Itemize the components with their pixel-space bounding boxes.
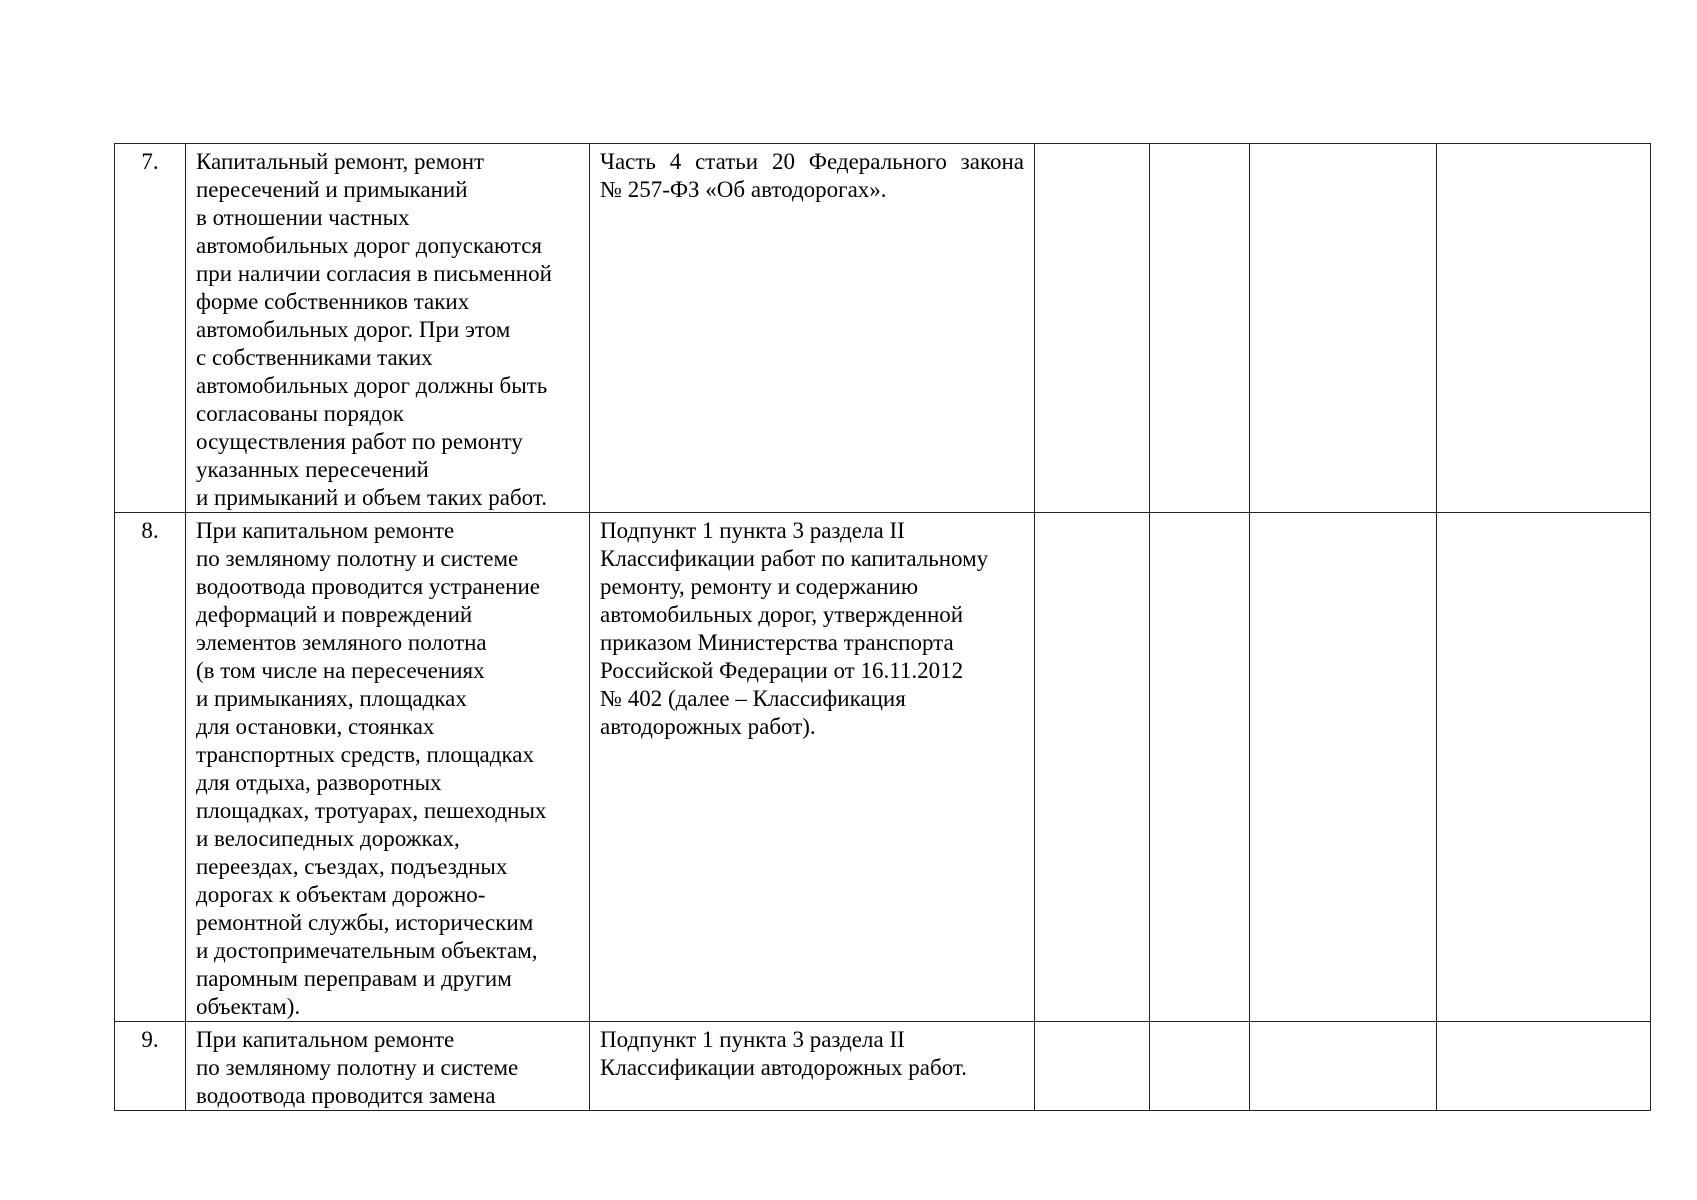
requirement-line: с собственниками таких <box>196 345 433 370</box>
empty-cell <box>1150 513 1250 1022</box>
requirement-line: по земляному полотну и системе <box>196 546 519 571</box>
requirement-line: водоотвода проводится устранение <box>196 574 541 599</box>
row-number-cell <box>115 1022 186 1111</box>
requirement-line: и достопримечательным объектам, <box>196 938 538 963</box>
requirement-line: и велосипедных дорожках, <box>196 826 460 851</box>
reference-line: № 402 (далее – Классификация <box>600 686 906 711</box>
row-number-cell <box>115 144 186 513</box>
reference-line: приказом Министерства транспорта <box>600 630 954 655</box>
requirement-line: Капитальный ремонт, ремонт <box>196 149 485 174</box>
requirement-line: (в том числе на пересечениях <box>196 658 485 683</box>
requirement-cell <box>186 513 590 1022</box>
requirement-line: При капитальном ремонте <box>196 1027 455 1052</box>
requirement-line: пересечений и примыканий <box>196 177 468 202</box>
empty-cell <box>1437 144 1651 513</box>
empty-cell <box>1035 513 1150 1022</box>
table-row <box>115 144 1651 513</box>
requirement-line: в отношении частных <box>196 205 410 230</box>
table-row <box>115 513 1651 1022</box>
requirement-line: переездах, съездах, подъездных <box>196 854 508 879</box>
requirement-line: водоотвода проводится замена <box>196 1083 496 1108</box>
empty-cell <box>1437 1022 1651 1111</box>
reference-line: Подпункт 1 пункта 3 раздела II <box>600 1027 905 1052</box>
requirement-line: дорогах к объектам дорожно- <box>196 882 486 907</box>
row-number: 8. <box>141 518 159 543</box>
empty-cell <box>1250 513 1437 1022</box>
empty-cell <box>1437 513 1651 1022</box>
row-number: 7. <box>141 149 159 174</box>
empty-cell <box>1035 144 1150 513</box>
reference-line: Классификации работ по капитальному <box>600 546 989 571</box>
requirement-line: элементов земляного полотна <box>196 630 487 655</box>
requirement-line: транспортных средств, площадках <box>196 742 535 767</box>
requirement-line: для остановки, стоянках <box>196 714 435 739</box>
requirement-line: автомобильных дорог допускаются <box>196 233 542 258</box>
requirement-line: указанных пересечений <box>196 457 429 482</box>
empty-cell <box>1150 1022 1250 1111</box>
reference-line: автодорожных работ). <box>600 714 816 739</box>
reference-cell <box>590 1022 1035 1111</box>
reference-line: ремонту, ремонту и содержанию <box>600 574 919 599</box>
requirement-line: и примыканиях, площадках <box>196 686 467 711</box>
requirement-line: паромным переправам и другим <box>196 966 512 991</box>
reference-line: автомобильных дорог, утвержденной <box>600 602 964 627</box>
requirement-cell <box>186 1022 590 1111</box>
reference-line: № 257-ФЗ «Об автодорогах». <box>600 177 887 202</box>
requirement-line: осуществления работ по ремонту <box>196 429 523 454</box>
requirement-line: для отдыха, разворотных <box>196 770 442 795</box>
empty-cell <box>1035 1022 1150 1111</box>
empty-cell <box>1250 1022 1437 1111</box>
requirement-line: ремонтной службы, историческим <box>196 910 534 935</box>
reference-line: Российской Федерации от 16.11.2012 <box>600 658 964 683</box>
requirement-line: согласованы порядок <box>196 401 404 426</box>
reference-cell <box>590 144 1035 513</box>
requirement-line: При капитальном ремонте <box>196 518 455 543</box>
requirement-line: площадках, тротуарах, пешеходных <box>196 798 547 823</box>
empty-cell <box>1150 144 1250 513</box>
reference-cell <box>590 513 1035 1022</box>
requirement-line: деформаций и повреждений <box>196 602 473 627</box>
reference-line: Классификации автодорожных работ. <box>600 1055 967 1080</box>
reference-line: Часть 4 статьи 20 Федерального закона <box>600 149 1024 174</box>
requirement-line: при наличии согласия в письменной <box>196 261 552 286</box>
table-row <box>115 1022 1651 1111</box>
requirement-line: автомобильных дорог. При этом <box>196 317 511 342</box>
requirement-line: автомобильных дорог должны быть <box>196 373 548 398</box>
reference-line: Подпункт 1 пункта 3 раздела II <box>600 518 905 543</box>
requirements-table <box>114 143 1651 1111</box>
row-number-cell <box>115 513 186 1022</box>
requirement-line: объектам). <box>196 994 301 1019</box>
requirement-line: и примыканий и объем таких работ. <box>196 485 547 510</box>
empty-cell <box>1250 144 1437 513</box>
requirement-line: по земляному полотну и системе <box>196 1055 519 1080</box>
row-number: 9. <box>141 1027 159 1052</box>
requirement-line: форме собственников таких <box>196 289 470 314</box>
requirement-cell <box>186 144 590 513</box>
